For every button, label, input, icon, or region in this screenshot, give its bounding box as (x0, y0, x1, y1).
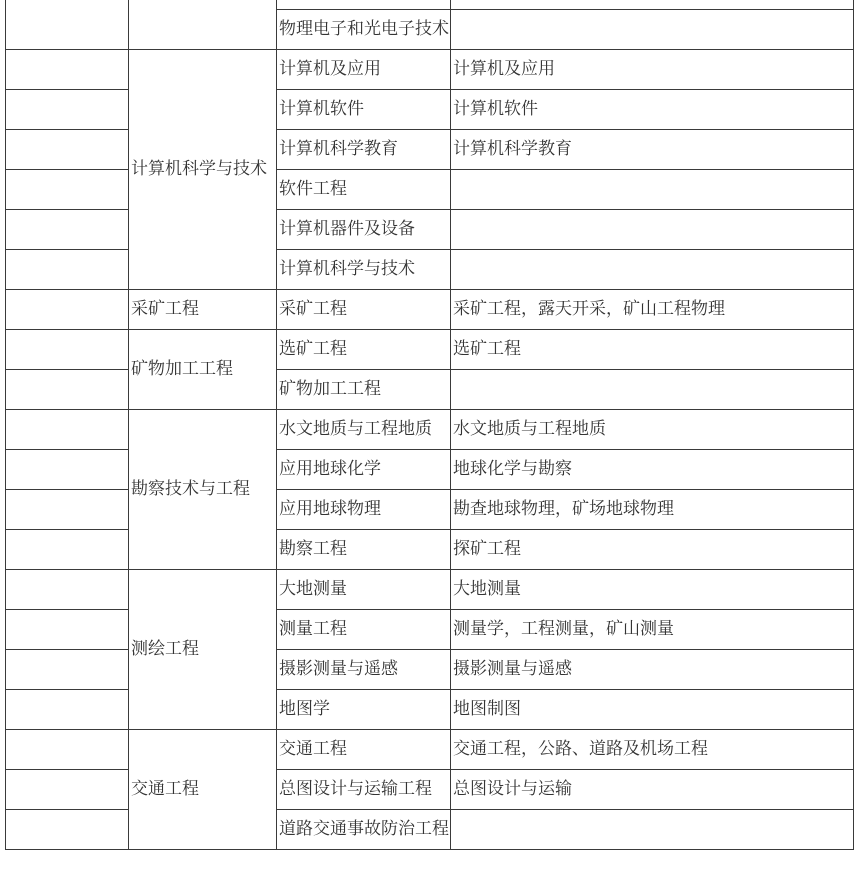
old-major-cell: 计算机科学教育 (451, 130, 854, 170)
table-cell (6, 610, 129, 650)
table-row (6, 50, 854, 90)
old-major-cell: 勘查地球物理，矿场地球物理 (451, 490, 854, 530)
table-cell (6, 330, 129, 370)
table-cell (6, 690, 129, 730)
table-cell (6, 210, 129, 250)
major-cell: 水文地质与工程地质 (277, 410, 451, 450)
major-cell: 软件工程 (277, 170, 451, 210)
group-cell: 勘察技术与工程 (129, 410, 277, 570)
old-major-cell: 水文地质与工程地质 (451, 410, 854, 450)
major-cell: 大地测量 (277, 570, 451, 610)
major-cell: 总图设计与运输工程 (277, 770, 451, 810)
major-cell: 摄影测量与遥感 (277, 650, 451, 690)
major-cell: 计算机及应用 (277, 50, 451, 90)
group-cell: 交通工程 (129, 730, 277, 850)
old-major-cell (451, 0, 854, 10)
major-cell: 交通工程 (277, 730, 451, 770)
old-major-cell: 总图设计与运输 (451, 770, 854, 810)
table-row (6, 0, 854, 10)
major-cell: 选矿工程 (277, 330, 451, 370)
major-cell: 计算机器件及设备 (277, 210, 451, 250)
table-cell (6, 770, 129, 810)
old-major-cell (451, 810, 854, 850)
old-major-cell (451, 210, 854, 250)
table-cell (6, 650, 129, 690)
old-major-cell (451, 10, 854, 50)
table-cell (6, 730, 129, 770)
table-cell (129, 0, 277, 50)
table-row (6, 410, 854, 450)
major-cell: 测量工程 (277, 610, 451, 650)
old-major-cell: 计算机软件 (451, 90, 854, 130)
major-cell: 计算机科学教育 (277, 130, 451, 170)
major-cell: 计算机软件 (277, 90, 451, 130)
table-cell (6, 570, 129, 610)
major-cell: 矿物加工工程 (277, 370, 451, 410)
major-cell: 应用地球物理 (277, 490, 451, 530)
table-cell (6, 530, 129, 570)
group-cell: 采矿工程 (129, 290, 277, 330)
old-major-cell: 采矿工程，露天开采，矿山工程物理 (451, 290, 854, 330)
table-row (6, 290, 854, 330)
table-cell (6, 130, 129, 170)
table-cell (6, 410, 129, 450)
table-cell (6, 90, 129, 130)
old-major-cell: 地图制图 (451, 690, 854, 730)
table-cell (6, 370, 129, 410)
table-row (6, 330, 854, 370)
old-major-cell: 计算机及应用 (451, 50, 854, 90)
table-cell (6, 250, 129, 290)
group-cell: 矿物加工工程 (129, 330, 277, 410)
major-cell (277, 0, 451, 10)
table-row (6, 730, 854, 770)
old-major-cell: 测量学，工程测量，矿山测量 (451, 610, 854, 650)
old-major-cell: 交通工程，公路、道路及机场工程 (451, 730, 854, 770)
major-cell: 计算机科学与技术 (277, 250, 451, 290)
table-cell (6, 810, 129, 850)
table-cell (6, 450, 129, 490)
old-major-cell: 大地测量 (451, 570, 854, 610)
major-cell: 物理电子和光电子技术 (277, 10, 451, 50)
major-mapping-table (5, 0, 854, 850)
old-major-cell: 选矿工程 (451, 330, 854, 370)
table-cell (6, 170, 129, 210)
old-major-cell: 摄影测量与遥感 (451, 650, 854, 690)
major-cell: 应用地球化学 (277, 450, 451, 490)
table-cell (6, 490, 129, 530)
old-major-cell (451, 370, 854, 410)
major-cell: 道路交通事故防治工程 (277, 810, 451, 850)
table-cell (6, 50, 129, 90)
old-major-cell: 地球化学与勘察 (451, 450, 854, 490)
old-major-cell (451, 170, 854, 210)
table-cell (6, 290, 129, 330)
old-major-cell: 探矿工程 (451, 530, 854, 570)
major-cell: 地图学 (277, 690, 451, 730)
major-cell: 采矿工程 (277, 290, 451, 330)
group-cell: 计算机科学与技术 (129, 50, 277, 290)
table-cell (6, 0, 129, 50)
major-cell: 勘察工程 (277, 530, 451, 570)
table-row (6, 570, 854, 610)
group-cell: 测绘工程 (129, 570, 277, 730)
old-major-cell (451, 250, 854, 290)
